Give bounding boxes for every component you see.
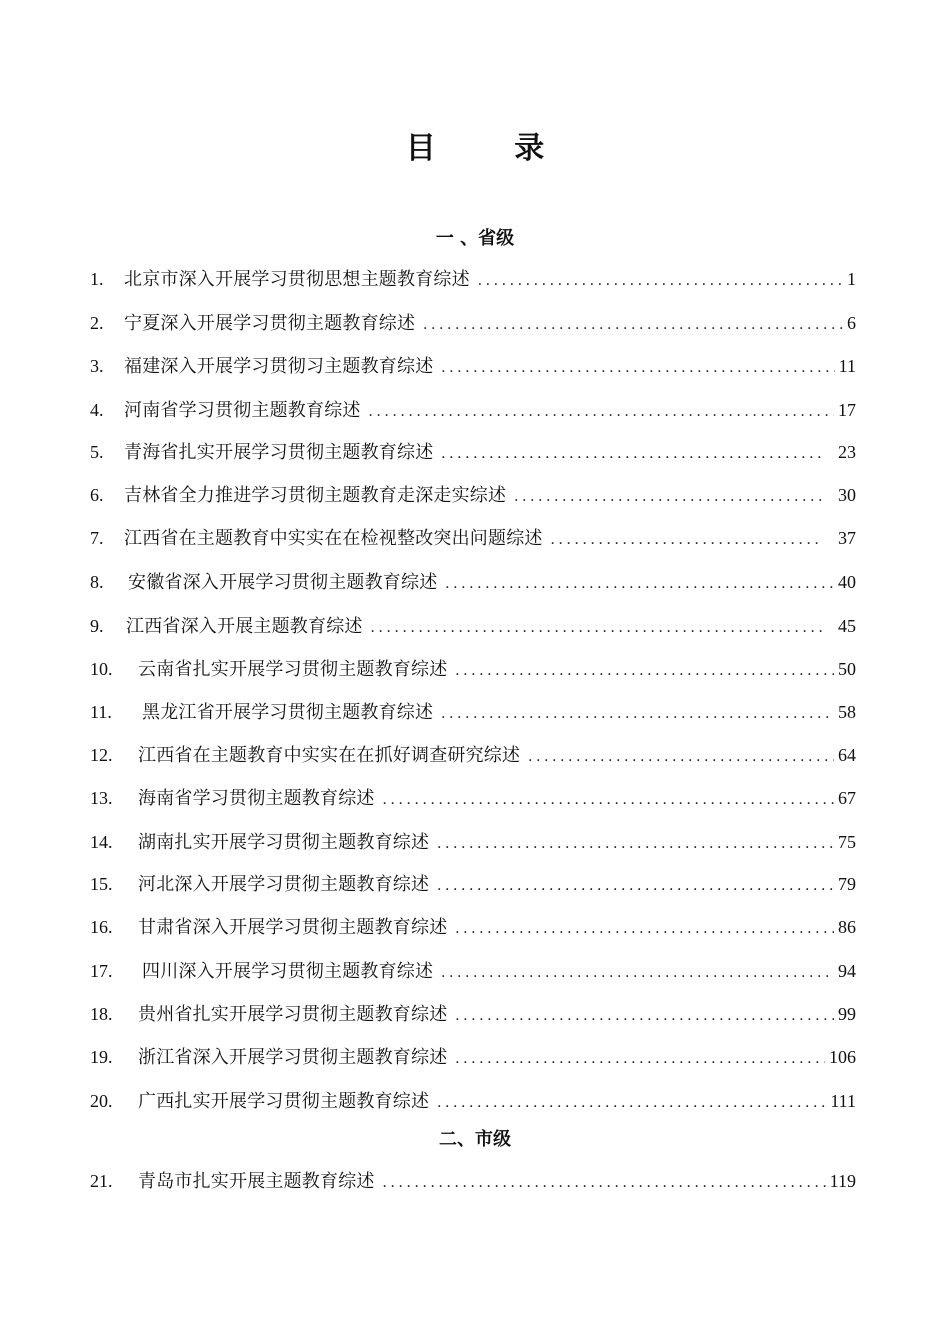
entry-title: 江西省在主题教育中实实在在检视整改突出问题综述 [124,528,543,549]
dot-leader [441,354,834,382]
dot-leader [437,1089,826,1117]
dot-leader [383,786,834,814]
entry-number: 4. [90,400,104,420]
entry-page-number: 11 [838,356,856,376]
entry-page-number: 111 [830,1091,856,1111]
dot-leader [423,311,843,339]
dot-leader [455,657,834,685]
entry-number: 14. [90,832,113,852]
toc-entry[interactable] [90,784,856,812]
entry-page-number: 37 [838,528,856,548]
section-heading-provincial: 一 、省级 [435,228,515,249]
entry-title: 甘肃省深入开展学习贯彻主题教育综述 [138,917,448,938]
toc-entry[interactable] [90,1167,856,1195]
entry-title: 江西省在主题教育中实实在在抓好调查研究综述 [138,745,521,766]
entry-title: 河南省学习贯彻主题教育综述 [124,400,361,421]
entry-page-number: 50 [838,659,856,679]
entry-page-number: 75 [838,832,856,852]
entry-number: 19. [90,1047,113,1067]
toc-entry[interactable] [90,309,856,337]
entry-title: 广西扎实开展学习贯彻主题教育综述 [138,1091,430,1112]
entry-title: 福建深入开展学习贯彻习主题教育综述 [124,356,434,377]
document-title: 目 录 [405,131,579,166]
dot-leader [441,959,834,987]
entry-title: 湖南扎实开展学习贯彻主题教育综述 [138,832,430,853]
entry-number: 6. [90,485,104,505]
toc-entry[interactable] [90,1087,856,1115]
dot-leader [445,570,834,598]
entry-title: 安徽省深入开展学习贯彻主题教育综述 [128,572,438,593]
dot-leader [441,440,822,468]
entry-page-number: 64 [838,745,856,765]
toc-entry[interactable] [90,698,856,726]
entry-number: 10. [90,659,113,679]
entry-number: 7. [90,528,104,548]
dot-leader [441,700,834,728]
entry-number: 2. [90,313,104,333]
entry-number: 5. [90,442,104,462]
toc-entry[interactable] [90,352,856,380]
dot-leader [478,267,843,295]
entry-number: 12. [90,745,113,765]
entry-page-number: 79 [838,874,856,894]
entry-page-number: 23 [838,442,856,462]
entry-title: 海南省学习贯彻主题教育综述 [138,788,375,809]
dot-leader [437,830,834,858]
toc-entry[interactable] [90,741,856,769]
entry-page-number: 1 [847,269,856,289]
toc-entry[interactable] [90,1043,856,1071]
entry-page-number: 99 [838,1004,856,1024]
entry-number: 20. [90,1091,113,1111]
entry-number: 3. [90,356,104,376]
entry-page-number: 40 [838,572,856,592]
entry-page-number: 6 [847,313,856,333]
entry-title: 贵州省扎实开展学习贯彻主题教育综述 [138,1004,448,1025]
entry-page-number: 106 [829,1047,856,1067]
toc-entry[interactable] [90,568,856,596]
entry-title: 江西省深入开展主题教育综述 [126,616,363,637]
entry-page-number: 45 [838,616,856,636]
entry-title: 河北深入开展学习贯彻主题教育综述 [138,874,430,895]
dot-leader [371,614,822,642]
entry-title: 云南省扎实开展学习贯彻主题教育综述 [138,659,448,680]
entry-number: 21. [90,1171,113,1191]
entry-page-number: 67 [838,788,856,808]
entry-number: 11. [90,702,112,722]
dot-leader [383,1169,826,1197]
dot-leader [369,398,834,426]
entry-number: 9. [90,616,104,636]
entry-title: 青岛市扎实开展主题教育综述 [138,1171,375,1192]
toc-entry[interactable] [90,1000,856,1028]
entry-page-number: 58 [838,702,856,722]
entry-number: 16. [90,917,113,937]
dot-leader [514,483,822,511]
entry-page-number: 119 [829,1171,856,1191]
entry-number: 18. [90,1004,113,1024]
toc-entry[interactable] [90,524,856,552]
entry-title: 吉林省全力推进学习贯彻主题教育走深走实综述 [124,485,507,506]
toc-entry[interactable] [90,655,856,683]
entry-number: 8. [90,572,104,592]
entry-title: 青海省扎实开展学习贯彻主题教育综述 [124,442,434,463]
toc-entry[interactable] [90,396,856,424]
toc-entry[interactable] [90,913,856,941]
dot-leader [455,1002,834,1030]
entry-title: 黑龙江省开展学习贯彻主题教育综述 [142,702,434,723]
dot-leader [455,1045,825,1073]
entry-page-number: 17 [838,400,856,420]
entry-number: 15. [90,874,113,894]
entry-page-number: 30 [838,485,856,505]
toc-entry[interactable] [90,957,856,985]
entry-title: 浙江省深入开展学习贯彻主题教育综述 [138,1047,448,1068]
toc-entry[interactable] [90,870,856,898]
dot-leader [551,526,822,554]
entry-page-number: 86 [838,917,856,937]
toc-entry[interactable] [90,481,856,509]
toc-entry[interactable] [90,828,856,856]
dot-leader [455,915,834,943]
entry-number: 1. [90,269,104,289]
entry-number: 17. [90,961,113,981]
dot-leader [528,743,834,771]
entry-number: 13. [90,788,113,808]
dot-leader [437,872,834,900]
entry-title: 四川深入开展学习贯彻主题教育综述 [142,961,434,982]
entry-title: 宁夏深入开展学习贯彻主题教育综述 [124,313,416,334]
entry-page-number: 94 [838,961,856,981]
section-heading-municipal: 二、市级 [439,1129,511,1150]
toc-entry[interactable] [90,265,856,293]
toc-entry[interactable] [90,612,856,640]
toc-entry[interactable] [90,438,856,466]
entry-title: 北京市深入开展学习贯彻思想主题教育综述 [124,269,470,290]
